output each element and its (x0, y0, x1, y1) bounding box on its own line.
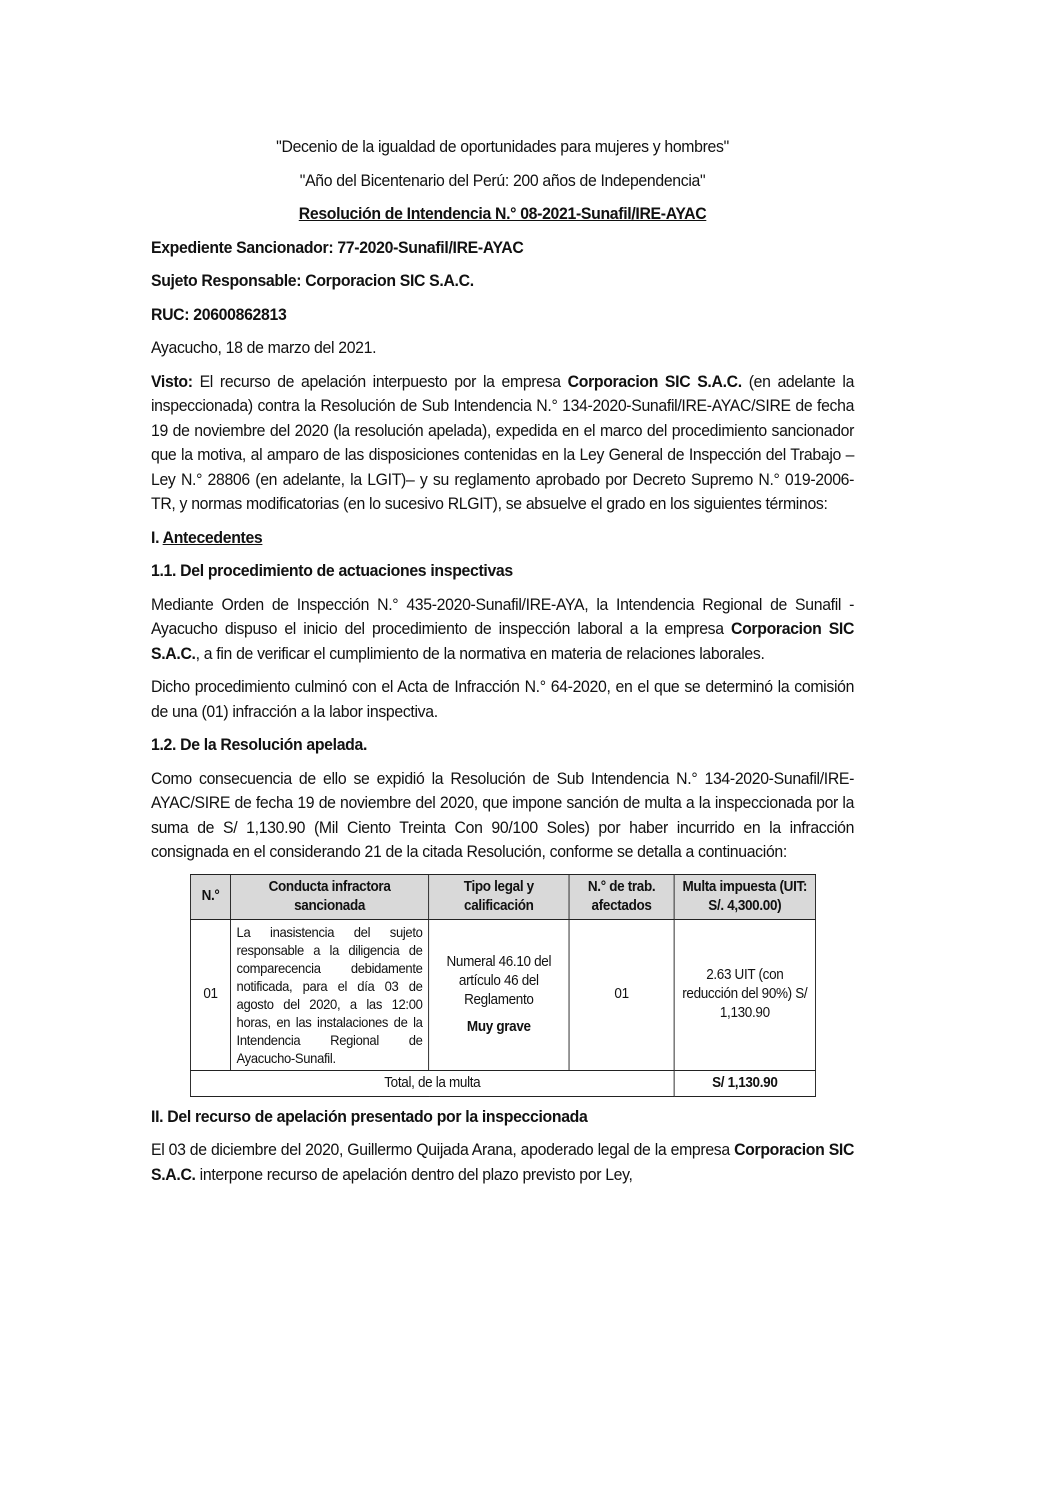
motto-decade: "Decenio de la igualdad de oportunidades para mujeres y hombres" (276, 137, 729, 156)
visto-paragraph (151, 370, 854, 517)
cell-type-text: Numeral 46.10 del artículo 46 del Reglamento (446, 953, 552, 1008)
paragraph-appeal (151, 1138, 854, 1187)
p-appeal-text-1: El 03 de diciembre del 2020, Guillermo Quijada Arana, apoderado legal de la empresa (151, 1140, 735, 1159)
motto-year: "Año del Bicentenario del Perú: 200 años de Independencia" (299, 170, 706, 190)
cell-workers: 01 (569, 919, 674, 1070)
header-fine: Multa impuesta (UIT: S/. 4,300.00) (674, 874, 815, 919)
resolution-title: Resolución de Intendencia N.° 08-2021-Sunafil/IRE-AYAC (298, 204, 707, 223)
total-label: Total, de la multa (191, 1070, 675, 1096)
section-1-prefix: I. (151, 527, 163, 547)
visto-company: Corporacion SIC S.A.C. (567, 371, 742, 391)
subsection-1-1-heading: 1.1. Del procedimiento de actuaciones inspectivas (151, 561, 513, 580)
cell-conduct: La inasistencia del sujeto responsable a la diligencia de comparecencia debidamente notificada, para el día 03 de agosto del 2020, a las 12:00 horas, en las instalaciones de la Intendencia Regional de Ayacucho-Sunafil. (231, 919, 429, 1070)
section-1-title: Antecedentes (162, 527, 263, 547)
section-2-heading: II. Del recurso de apelación presentado por la inspeccionada (151, 1106, 588, 1126)
fine-table-header-row (191, 874, 816, 919)
paragraph-resolution: Como consecuencia de ello se expidió la Resolución de Sub Intendencia N.° 134-2020-Sunafil/IRE-AYAC/SIRE de fecha 19 de noviembre del 2020, que impone sanción de multa a la inspeccionada por la suma de S/ 1,130.90 (Mil Ciento Treinta Con 90/100 Soles) por haber incurrido en la infracción consignada en el considerando 21 de la citada Resolución, conforme se detalla a continuación: (151, 768, 855, 861)
table-total-row (191, 1070, 816, 1096)
p1-text-2: , a fin de verificar el cumplimiento de la normativa en materia de relaciones laborales. (195, 643, 765, 663)
p-appeal-text-2: interpone recurso de apelación dentro del plazo previsto por Ley, (195, 1164, 633, 1184)
expediente-line: Expediente Sancionador: 77-2020-Sunafil/IRE-AYAC (151, 237, 524, 257)
document-body (151, 135, 854, 1196)
subsection-1-2-heading: 1.2. De la Resolución apelada. (151, 735, 368, 754)
header-num: N.° (191, 874, 231, 919)
header-type: Tipo legal y calificación (429, 874, 569, 919)
section-1-heading (151, 526, 854, 551)
header-workers: N.° de trab. afectados (569, 874, 674, 919)
p1-company: Corporacion SIC S.A.C. (151, 619, 855, 663)
sujeto-line: Sujeto Responsable: Corporacion SIC S.A.C. (151, 271, 474, 290)
visto-label: Visto: (151, 371, 193, 391)
cell-num: 01 (191, 919, 231, 1070)
paragraph-inspection-order (151, 593, 854, 667)
ruc-line: RUC: 20600862813 (151, 304, 287, 324)
header-conduct: Conducta infractora sancionada (231, 874, 429, 919)
cell-fine: 2.63 UIT (con reducción del 90%) S/ 1,130.90 (674, 919, 815, 1070)
paragraph-acta: Dicho procedimiento culminó con el Acta de Infracción N.° 64-2020, en el que se determinó la comisión de una (01) infracción a la labor inspectiva. (151, 677, 855, 721)
cell-type (429, 919, 569, 1070)
date-line: Ayacucho, 18 de marzo del 2021. (151, 338, 377, 357)
p-appeal-company: Corporacion SIC S.A.C. (151, 1140, 855, 1184)
p1-text-1: Mediante Orden de Inspección N.° 435-2020-Sunafil/IRE-AYA, la Intendencia Regional de Sunafil - Ayacucho dispuso el inicio del procedimiento de inspección laboral a la empresa (151, 594, 855, 638)
cell-severity: Muy grave (466, 1018, 531, 1035)
fine-table (190, 874, 816, 1097)
visto-text-1: El recurso de apelación interpuesto por la empresa (192, 371, 568, 391)
visto-text-2: (en adelante la inspeccionada) contra la Resolución de Sub Intendencia N.° 134-2020-Sunafil/IRE-AYAC/SIRE de fecha 19 de noviembre del 2020 (la resolución apelada), expedida en el marco del procedimiento sancionador que la motiva, al amparo de las disposiciones contenidas en la Ley General de Inspección del Trabajo –Ley N.° 28806 (en adelante, la LGIT)– y su reglamento aprobado por Decreto Supremo N.° 019-2006-TR, y normas modificatorias (en lo sucesivo RLGIT), se absuelve el grado en los siguientes términos: (151, 371, 855, 513)
table-row (191, 919, 816, 1070)
total-value: S/ 1,130.90 (674, 1070, 815, 1096)
